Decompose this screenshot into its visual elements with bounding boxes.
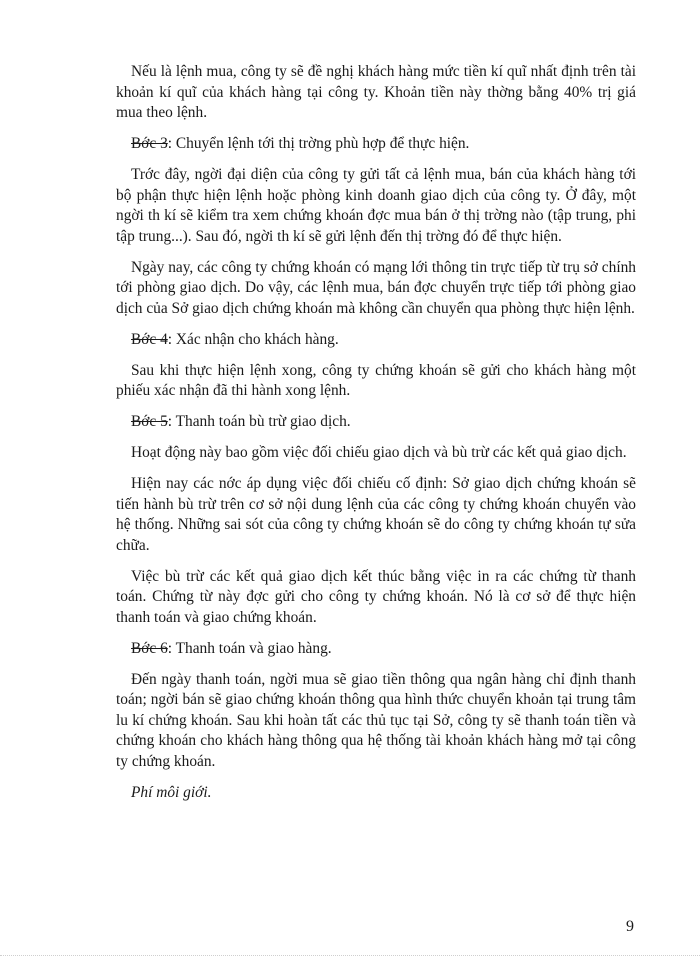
paragraph-previously: Trớc đây, ngời đại diện của công ty gửi tất cả lệnh mua, bán của khách hàng tới bộ phận thực hiện lệnh hoặc phòng kinh doanh giao dịch của công ty. Ở đây, một ngời th kí sẽ kiểm tra xem chứng khoán đợc mua bán ở thị trờng nào (tập trung, phi tập trung...). Sau đó, ngời th kí sẽ gửi lệnh đến thị trờng đó để thực hiện. (116, 166, 636, 245)
paragraph-nowadays: Ngày nay, các công ty chứng khoán có mạng lới thông tin trực tiếp từ trụ sở chính tới phòng giao dịch. Do vậy, các lệnh mua, bán đợc chuyển trực tiếp tới phòng giao dịch của Sở giao dịch chứng khoán mà không cần chuyển qua phòng thực hiện lệnh. (116, 258, 636, 317)
step-6-heading (116, 639, 636, 660)
step-5-label: Bớc 5 (131, 413, 168, 430)
page-body (116, 62, 636, 814)
paragraph-settlement-day: Đến ngày thanh toán, ngời mua sẽ giao tiền thông qua ngân hàng chỉ định thanh toán; ngời bán sẽ giao chứng khoán thông qua hình thức chuyển khoản tại trung tâm lu kí chứng khoán. Sau khi hoàn tất các thủ tục tại Sở, công ty sẽ thanh toán tiền và chứng khoán cho khách hàng thông qua hệ thống tài khoản khách hàng mở tại công ty chứng khoán. (116, 670, 636, 770)
paragraph-clearing-result: Việc bù trừ các kết quả giao dịch kết thúc bằng việc in ra các chứng từ thanh toán. Chứng từ này đợc gửi cho công ty chứng khoán. Nó là cơ sở để thực hiện thanh toán và giao chứng khoán. (116, 567, 636, 626)
bottom-divider (0, 955, 700, 956)
step-4-label: Bớc 4 (131, 330, 168, 348)
step-5-heading (116, 412, 636, 433)
step-3-text: : Chuyển lệnh tới thị trờng phù hợp để thực hiện. (167, 135, 470, 152)
step-4-text: : Xác nhận cho khách hàng. (167, 330, 339, 348)
step-6-text: : Thanh toán và giao hàng. (167, 639, 332, 657)
page-number: 9 (626, 918, 634, 935)
step-6-label: Bớc 6 (131, 639, 168, 657)
paragraph-clearing-activity: Hoạt động này bao gồm việc đối chiếu giao dịch và bù trừ các kết quả giao dịch. (131, 444, 627, 461)
paragraph-margin-deposit: Nếu là lệnh mua, công ty sẽ đề nghị khách hàng mức tiền kí quĩ nhất định trên tài khoản kí quĩ của khách hàng tại công ty. Khoản tiền này thờng bằng 40% trị giá mua theo lệnh. (116, 63, 636, 121)
step-3-heading (116, 134, 636, 155)
paragraph-fixed-matching: Hiện nay các nớc áp dụng việc đối chiếu cố định: Sở giao dịch chứng khoán sẽ tiến hành bù trừ trên cơ sở nội dung lệnh của các công ty chứng khoán chuyển vào hệ thống. Những sai sót của công ty chứng khoán sẽ do công ty chứng khoán tự sửa chữa. (116, 475, 636, 554)
step-5-text: : Thanh toán bù trừ giao dịch. (167, 413, 351, 430)
step-4-heading (116, 330, 636, 351)
step-3-label: Bớc 3 (131, 135, 168, 152)
paragraph-confirmation: Sau khi thực hiện lệnh xong, công ty chứng khoán sẽ gửi cho khách hàng một phiếu xác nhận đã thi hành xong lệnh. (116, 361, 636, 399)
brokerage-fee-heading: Phí môi giới. (131, 783, 212, 801)
